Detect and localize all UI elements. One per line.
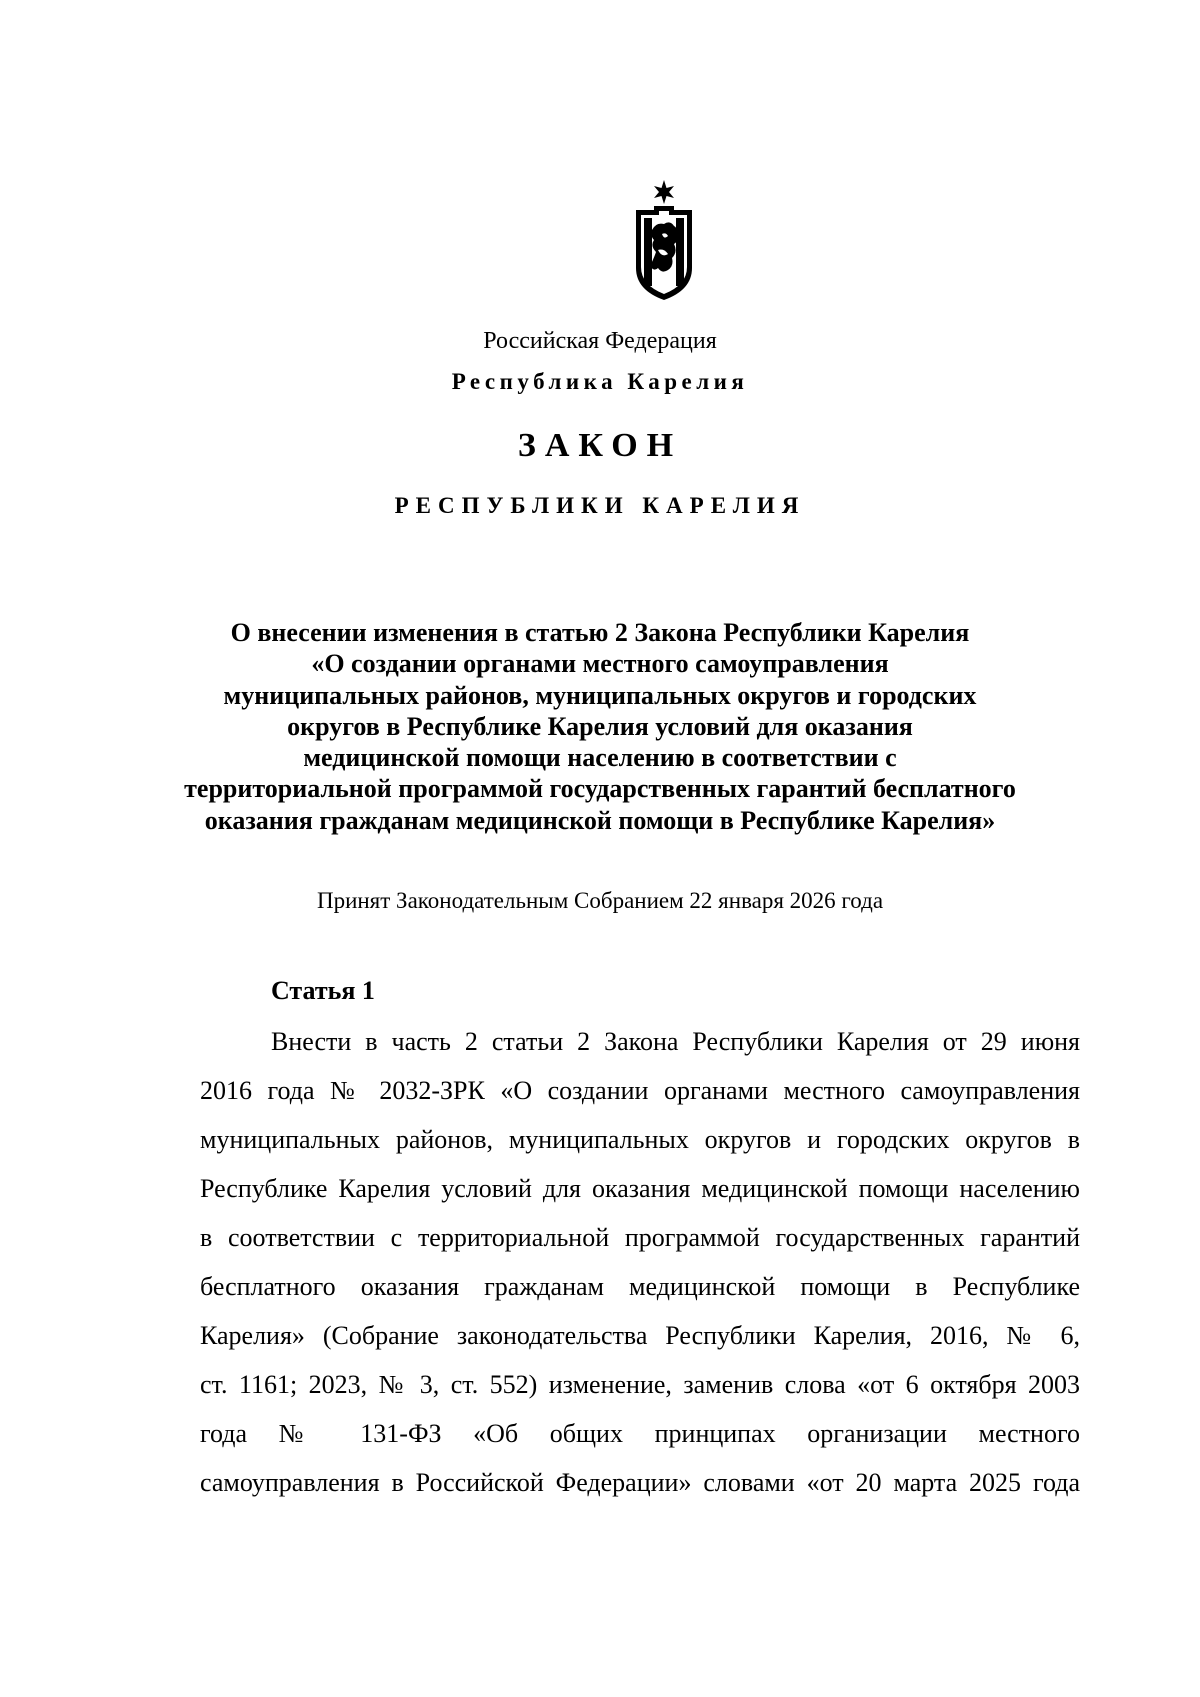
law-title — [150, 617, 1050, 836]
body-line: Республике Карелия условий для оказания медицинской помощи населению — [200, 1174, 1080, 1203]
country-name: Российская Федерация — [483, 328, 717, 354]
title-line: муниципальных районов, муниципальных округов и городских — [223, 680, 977, 710]
body-line: бесплатного оказания гражданам медицинской помощи в Республике — [200, 1272, 1080, 1301]
karelia-coat-of-arms-icon — [628, 178, 700, 302]
body-line: 2016 года № 2032-ЗРК «О создании органами местного самоуправления — [200, 1076, 1080, 1105]
title-line: оказания гражданам медицинской помощи в Республике Карелия» — [204, 805, 996, 835]
body-line: в соответствии с территориальной программой государственных гарантий — [200, 1223, 1080, 1252]
document-type: ЗАКОН — [517, 427, 683, 464]
body-line: Карелия» (Собрание законодательства Республики Карелия, 2016, № 6, — [200, 1321, 1080, 1350]
adoption-note: Принят Законодательным Собранием 22 января 2026 года — [316, 888, 884, 913]
body-line: самоуправления в Российской Федерации» словами «от 20 марта 2025 года — [200, 1468, 1080, 1497]
body-line: года № 131-ФЗ «Об общих принципах организации местного — [200, 1419, 1080, 1448]
title-line: территориальной программой государственных гарантий бесплатного — [184, 774, 1016, 804]
article-heading: Статья 1 — [271, 976, 375, 1005]
article-body — [200, 1017, 1080, 1507]
title-line: «О создании органами местного самоуправления — [311, 649, 889, 679]
body-line: Внести в часть 2 статьи 2 Закона Республики Карелия от 29 июня — [271, 1027, 1080, 1056]
title-line: медицинской помощи населению в соответствии с — [303, 743, 897, 773]
body-line: муниципальных районов, муниципальных округов и городских округов в — [200, 1125, 1080, 1154]
republic-name: Республика Карелия — [451, 369, 749, 394]
title-line: округов в Республике Карелия условий для оказания — [287, 711, 913, 741]
document-issuer: РЕСПУБЛИКИ КАРЕЛИЯ — [394, 493, 806, 518]
title-line: О внесении изменения в статью 2 Закона Республики Карелия — [230, 618, 970, 647]
body-line: ст. 1161; 2023, № 3, ст. 552) изменение, заменив слова «от 6 октября 2003 — [200, 1370, 1080, 1399]
